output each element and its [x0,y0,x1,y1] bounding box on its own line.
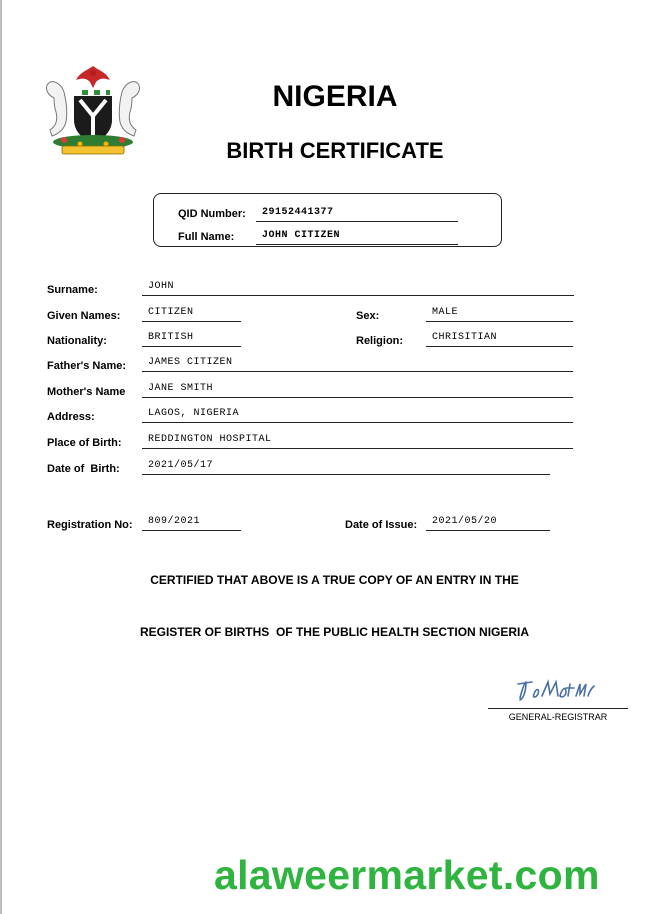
surname-label: Surname: [47,284,98,296]
signer-label: GENERAL-REGISTRAR [508,712,608,722]
nationality-value: BRITISH [142,331,241,347]
full-name-value: JOHN CITIZEN [256,229,458,245]
sex-label: Sex: [356,310,380,322]
qid-label: QID Number: [178,208,246,220]
qid-value: 29152441377 [256,206,458,222]
mother-name-label: Mother's Name [47,386,126,398]
place-of-birth-label: Place of Birth: [47,437,122,449]
document-title: BIRTH CERTIFICATE [226,138,444,163]
certification-line-2: REGISTER OF BIRTHS OF THE PUBLIC HEALTH SECTION NIGERIA [139,625,530,639]
date-of-birth-value: 2021/05/17 [142,459,550,475]
watermark-text: alaweermarket.com [214,852,600,898]
certification-line-1: CERTIFIED THAT ABOVE IS A TRUE COPY OF AN ENTRY IN THE [150,573,519,587]
nationality-label: Nationality: [47,335,107,347]
father-name-value: JAMES CITIZEN [142,356,573,372]
page-left-border [0,0,2,914]
address-label: Address: [47,411,95,423]
address-value: LAGOS, NIGERIA [142,407,573,423]
sex-value: MALE [426,306,573,322]
place-of-birth-value: REDDINGTON HOSPITAL [142,433,573,449]
signature-line [488,708,628,709]
registration-no-label: Registration No: [47,519,133,531]
date-of-birth-label: Date of Birth: [47,463,120,475]
religion-value: CHRISITIAN [426,331,573,347]
date-of-issue-label: Date of Issue: [345,519,418,531]
given-names-value: CITIZEN [142,306,241,322]
registration-no-value: 809/2021 [142,515,241,531]
father-name-label: Father's Name: [47,360,127,372]
date-of-issue-value: 2021/05/20 [426,515,550,531]
surname-value: JOHN [142,280,574,296]
coat-of-arms-icon [40,64,146,156]
given-names-label: Given Names: [47,310,121,322]
full-name-label: Full Name: [178,231,235,243]
registrar-signature-icon [514,676,596,706]
religion-label: Religion: [356,335,404,347]
country-title: NIGERIA [272,80,398,113]
mother-name-value: JANE SMITH [142,382,573,398]
